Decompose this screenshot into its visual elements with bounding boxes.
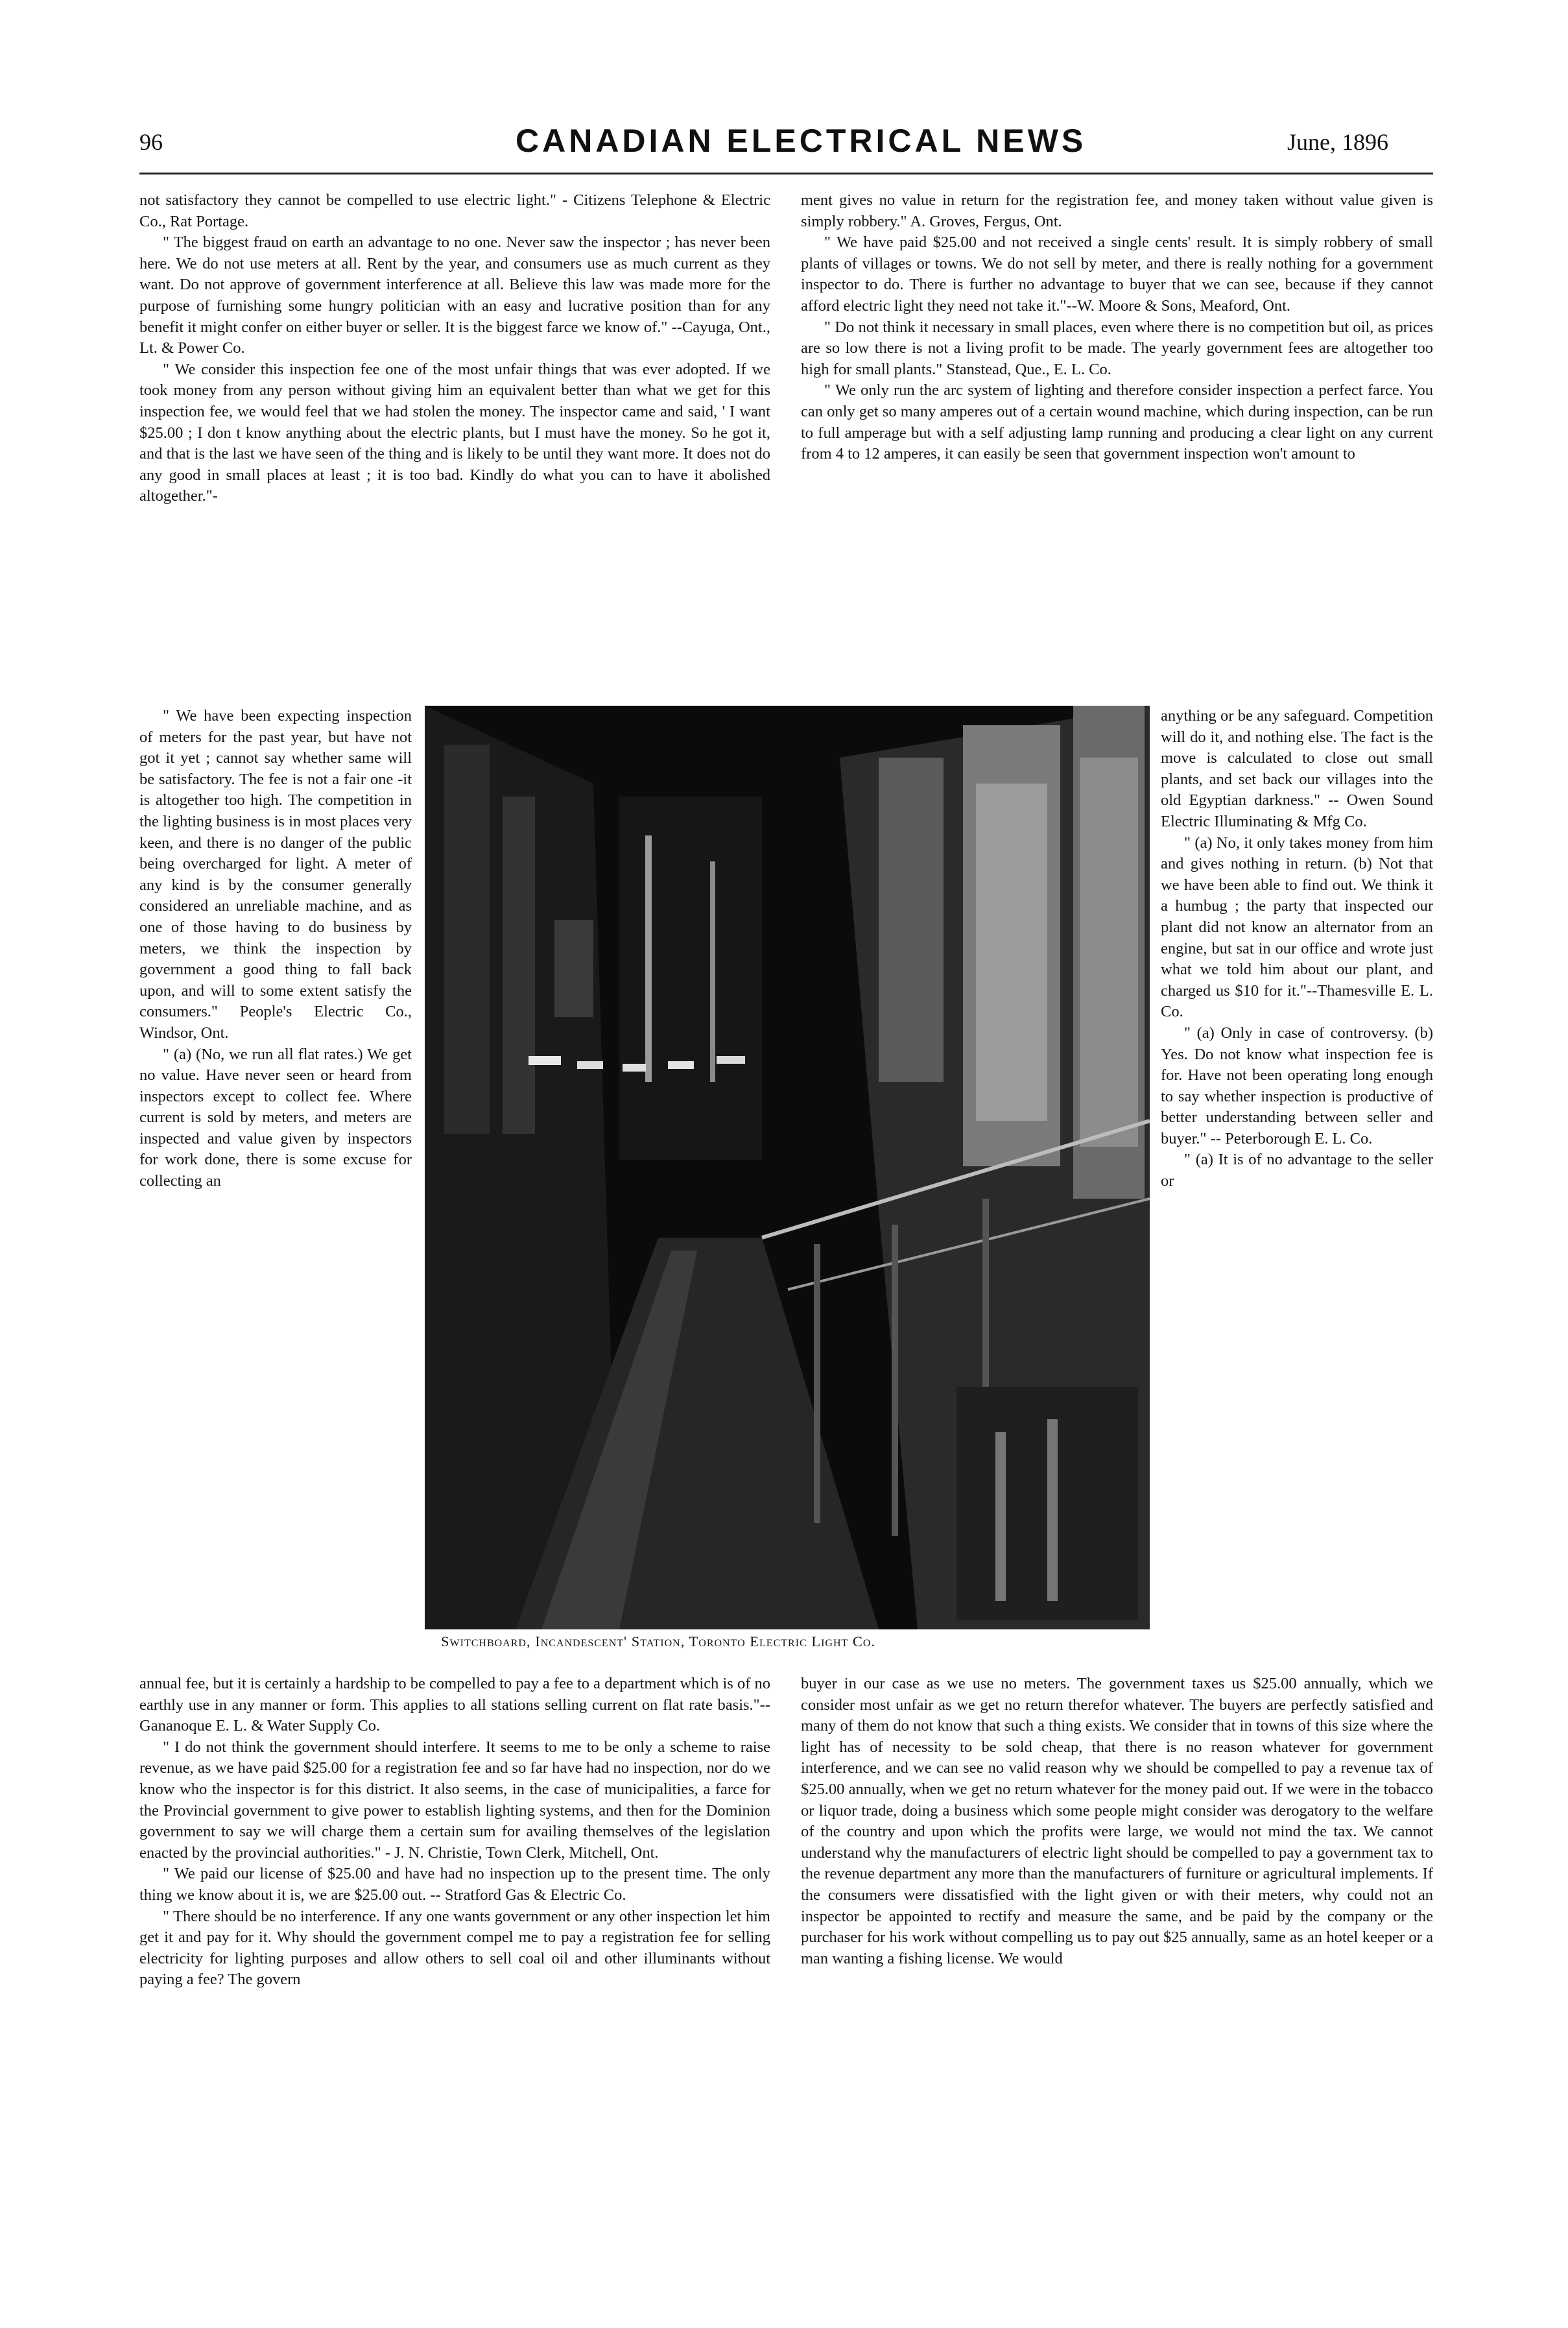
switchboard-photograph bbox=[425, 706, 1150, 1629]
paragraph: annual fee, but it is certainly a hardship to be compelled to pay a fee to a department which is of no earthly use in any manner or form. This applies to all stations selling current on flat rate basis."--Gananoque E. L. & Water Supply Co. bbox=[139, 1675, 770, 1735]
masthead-title: CANADIAN ELECTRICAL NEWS bbox=[516, 123, 1087, 159]
paragraph: " We have paid $25.00 and not received a single cents' result. It is simply robbery of small plants of villages or towns. We do not sell by meter, and there is really nothing for a government inspector to do. There is further no advantage to buyer that we can see, because if they cannot afford electric light they need not take it."--W. Moore & Sons, Meaford, Ont. bbox=[801, 234, 1433, 315]
photo-caption: Switchboard, Incandescent' Station, Toronto Electric Light Co. bbox=[441, 1633, 876, 1650]
issue-date: June, 1896 bbox=[1287, 129, 1388, 155]
header-rule bbox=[139, 173, 1433, 174]
paragraph: " Do not think it necessary in small places, even where there is no competition but oil, as prices are so low there is not a living profit to be made. The yearly government fees are altogether too high for small plants." Stanstead, Que., E. L. Co. bbox=[801, 318, 1433, 378]
page-number: 96 bbox=[139, 129, 163, 155]
paragraph: " We have been expecting inspection of meters for the past year, but have not got it yet ; cannot say whether same will be satisfactory. The fee is not a fair one -it is altogether too high. The competition in the lighting business is in most places very keen, and there is no danger of the public being overcharged for light. A meter of any kind is by the consumer generally considered an unreliable machine, and as one of those having to do business by meters, we think the inspection by government a good thing to fall back upon, and will to some extent satisfy the consumers." People's Electric Co., Windsor, Ont. bbox=[139, 707, 412, 1042]
paragraph: anything or be any safeguard. Competition will do it, and nothing else. The fact is the move is calculated to close out small plants, and set back our villages into the old Egyptian darkness." -- Owen Sound Electric Illuminating & Mfg Co. bbox=[1161, 707, 1433, 830]
paragraph: buyer in our case as we use no meters. The government taxes us $25.00 annually, which we consider most unfair as we get no return therefor whatever. The buyers are perfectly satisfied and many of them do not know that such a thing exists. We consider that in towns of this size where the light has of necessity to be sold cheap, that there is no reason whatever for government interference, and we can see no valid reason why we should be compelled to pay a revenue tax of $25.00 annually, when we get no return whatever for the money paid out. If we were in the tobacco or liquor trade, doing a business which some people might consider was derogatory to the welfare of the country and upon which the profits were large, we would not mind the tax. We cannot understand why the manufacturers of electric light should be compelled to pay a government tax to the revenue department any more than the manufacturers of furniture or agricultural implements. If the consumers were dissatisfied with the light given or with their meters, why could not an inspector be appointed to rectify and measure the same, and be paid by the company or the purchaser for his work without compelling us to pay out $25 annually, same as an hotel keeper or a man wanting a fishing license. We would bbox=[801, 1675, 1433, 1967]
right-column-bottom bbox=[801, 1674, 1433, 2309]
paragraph: " I do not think the government should interfere. It seems to me to be only a scheme to raise revenue, as we have paid $25.00 for a registration fee and so far have had no inspection, nor do we know who the inspector is for this district. It also seems, in the case of municipalities, a farce for the Provincial government to give power to establish lighting systems, and then for the Dominion government to say we will charge them a certain sum for availing themselves of the legislation enacted by the provincial authorities." - J. N. Christie, Town Clerk, Mitchell, Ont. bbox=[139, 1738, 770, 1862]
paragraph: " There should be no interference. If any one wants government or any other inspection let him get it and pay for it. Why should the government compel me to pay a registration fee for selling electricity for lighting purposes and allow others to sell coal oil and other illuminants without paying a fee? The govern bbox=[139, 1907, 770, 1989]
photo-illustration bbox=[425, 706, 1150, 1629]
paragraph: " We consider this inspection fee one of the most unfair things that was ever adopted. If we took money from any person without giving him an equivalent better than what we get for this inspection fee, we would feel that we had stolen the money. The inspector came and said, ' I want $25.00 ; I don t know anything about the electric plants, but I must have the money. So he got it, and that is the last we have seen of the thing and is likely to be until they want more. It does not do any good in small places at least ; it is too bad. Kindly do what you can to have it abolished altogether."- bbox=[139, 360, 770, 505]
paragraph: " (a) (No, we run all flat rates.) We get no value. Have never seen or heard from inspectors except to collect fee. Where current is sold by meters, and meters are inspected and value given by inspectors for work done, there is some excuse for collecting an bbox=[139, 1045, 412, 1190]
right-column-top bbox=[801, 190, 1433, 705]
paragraph: ment gives no value in return for the registration fee, and money taken without value given is simply robbery." A. Groves, Fergus, Ont. bbox=[801, 191, 1433, 230]
paragraph: " We paid our license of $25.00 and have had no inspection up to the present time. The only thing we know about it is, we are $25.00 out. -- Stratford Gas & Electric Co. bbox=[139, 1865, 770, 1904]
right-column-narrow bbox=[1161, 706, 1433, 1674]
left-column-narrow bbox=[139, 706, 412, 1672]
paragraph: " (a) No, it only takes money from him and gives nothing in return. (b) Not that we have been able to find out. We think it a humbug ; the party that inspected our plant did not know an alternator from an engine, but sat in our office and wrote just what we told him about our plant, and charged us $10 for it."--Thamesville E. L. Co. bbox=[1161, 834, 1433, 1021]
paragraph: " The biggest fraud on earth an advantage to no one. Never saw the inspector ; has never been here. We do not use meters at all. Rent by the year, and consumers use as much current as they want. Do not approve of government interference at all. Believe this law was made more for the purpose of furnishing some hungry politician with an easy and lucrative position than for any benefit it might confer on either buyer or seller. It is the biggest farce we know of." --Cayuga, Ont., Lt. & Power Co. bbox=[139, 234, 770, 357]
paragraph: " (a) It is of no advantage to the seller or bbox=[1161, 1151, 1433, 1190]
paragraph: not satisfactory they cannot be compelled to use electric light." - Citizens Telephone & Electric Co., Rat Portage. bbox=[139, 191, 770, 230]
left-column-bottom bbox=[139, 1674, 770, 2309]
paragraph: " We only run the arc system of lighting and therefore consider inspection a perfect farce. You can only get so many amperes out of a certain wound machine, which during inspection, can be run to full amperage but with a self adjusting lamp running and producing a clear light on any current from 4 to 12 amperes, it can easily be seen that government inspection won't amount to bbox=[801, 381, 1433, 463]
left-column-top bbox=[139, 190, 770, 701]
paragraph: " (a) Only in case of controversy. (b) Yes. Do not know what inspection fee is for. Have not been operating long enough to say whether inspection is productive of better understanding between seller and buyer." -- Peterborough E. L. Co. bbox=[1161, 1024, 1433, 1147]
